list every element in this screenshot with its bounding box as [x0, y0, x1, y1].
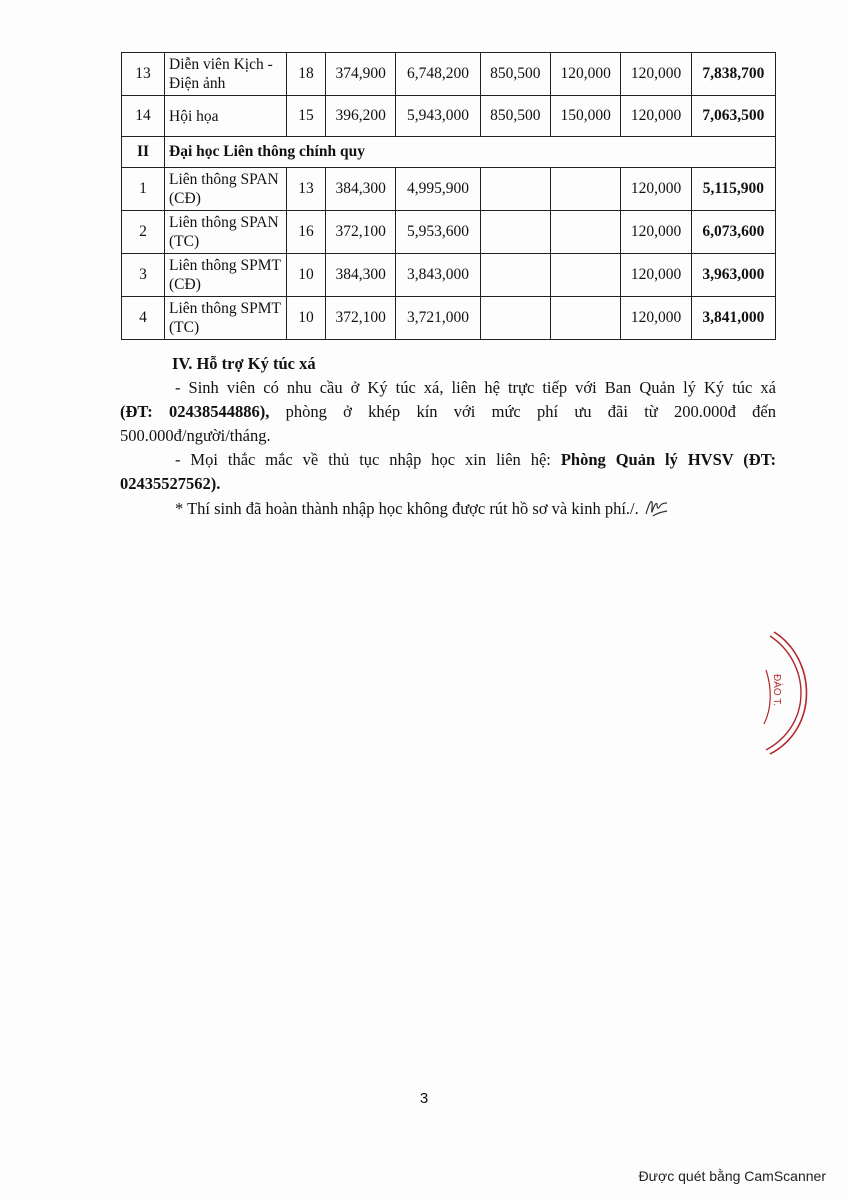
table-row	[122, 297, 776, 340]
per-credit-fee: 384,300	[326, 168, 396, 211]
credits: 10	[287, 297, 326, 340]
paragraph-line	[120, 400, 776, 424]
fee-col-3: 120,000	[621, 96, 691, 137]
scanner-footer: Được quét bằng CamScanner	[638, 1168, 826, 1184]
section-header-row	[122, 137, 776, 168]
paragraph-line: 500.000đ/người/tháng.	[120, 426, 271, 445]
tuition: 4,995,900	[396, 168, 480, 211]
fee-col-3: 120,000	[621, 297, 691, 340]
fee-col-1	[480, 211, 550, 254]
section-heading: IV. Hỗ trợ Ký túc xá	[172, 354, 316, 373]
program-name: Liên thông SPMT (CĐ)	[165, 254, 287, 297]
signature-initials-icon	[643, 496, 669, 518]
table-row	[122, 168, 776, 211]
fee-col-3: 120,000	[621, 168, 691, 211]
fee-col-2	[550, 297, 620, 340]
fee-col-1	[480, 168, 550, 211]
tuition: 3,843,000	[396, 254, 480, 297]
fee-col-1: 850,500	[480, 96, 550, 137]
page-number: 3	[419, 1090, 429, 1107]
credits: 13	[287, 168, 326, 211]
table-row	[122, 53, 776, 96]
credits: 16	[287, 211, 326, 254]
total: 7,063,500	[691, 96, 775, 137]
credits: 15	[287, 96, 326, 137]
row-number: 1	[122, 168, 165, 211]
fee-col-1: 850,500	[480, 53, 550, 96]
row-number: 2	[122, 211, 165, 254]
section-title: Đại học Liên thông chính quy	[165, 137, 776, 168]
total: 7,838,700	[691, 53, 775, 96]
credits: 10	[287, 254, 326, 297]
fee-col-2	[550, 211, 620, 254]
row-number: 3	[122, 254, 165, 297]
row-number: 14	[122, 96, 165, 137]
fee-col-3: 120,000	[621, 211, 691, 254]
per-credit-fee: 372,100	[326, 297, 396, 340]
fee-col-2	[550, 254, 620, 297]
program-name: Liên thông SPMT (TC)	[165, 297, 287, 340]
fee-table	[121, 52, 776, 340]
table-row	[122, 211, 776, 254]
row-number: 13	[122, 53, 165, 96]
paragraph-text: - Mọi thắc mắc về thủ tục nhập học xin liên hệ:	[175, 450, 561, 469]
paragraph-line	[120, 448, 776, 472]
total: 6,073,600	[691, 211, 775, 254]
tuition: 6,748,200	[396, 53, 480, 96]
fee-col-2: 150,000	[550, 96, 620, 137]
paragraph-line: - Sinh viên có nhu cầu ở Ký túc xá, liên hệ trực tiếp với Ban Quản lý Ký túc xá	[175, 378, 776, 397]
program-name: Liên thông SPAN (CĐ)	[165, 168, 287, 211]
per-credit-fee: 374,900	[326, 53, 396, 96]
program-name: Liên thông SPAN (TC)	[165, 211, 287, 254]
official-stamp-icon	[760, 628, 830, 758]
table-row	[122, 96, 776, 137]
total: 5,115,900	[691, 168, 775, 211]
per-credit-fee: 396,200	[326, 96, 396, 137]
fee-col-3: 120,000	[621, 254, 691, 297]
per-credit-fee: 384,300	[326, 254, 396, 297]
dorm-phone: (ĐT: 02438544886),	[120, 402, 270, 421]
tuition: 5,953,600	[396, 211, 480, 254]
paragraph-text: phòng ở khép kín với mức phí ưu đãi từ 200.000đ đến	[269, 402, 776, 421]
fee-col-1	[480, 297, 550, 340]
contact-office: Phòng Quản lý HVSV (ĐT:	[560, 450, 776, 469]
row-number: 4	[122, 297, 165, 340]
dormitory-section	[120, 352, 776, 521]
tuition: 3,721,000	[396, 297, 480, 340]
fee-col-2	[550, 168, 620, 211]
total: 3,963,000	[691, 254, 775, 297]
contact-phone: 02435527562).	[120, 474, 221, 493]
per-credit-fee: 372,100	[326, 211, 396, 254]
fee-col-1	[480, 254, 550, 297]
fee-col-2: 120,000	[550, 53, 620, 96]
stamp-text: ĐÀO T.	[771, 674, 782, 707]
total: 3,841,000	[691, 297, 775, 340]
program-name: Diễn viên Kịch - Điện ảnh	[165, 53, 287, 96]
tuition: 5,943,000	[396, 96, 480, 137]
program-name: Hội họa	[165, 96, 287, 137]
fee-col-3: 120,000	[621, 53, 691, 96]
note-line	[120, 496, 776, 521]
credits: 18	[287, 53, 326, 96]
section-number: II	[122, 137, 165, 168]
table-row	[122, 254, 776, 297]
note-text: * Thí sinh đã hoàn thành nhập học không được rút hồ sơ và kinh phí./.	[175, 499, 639, 518]
